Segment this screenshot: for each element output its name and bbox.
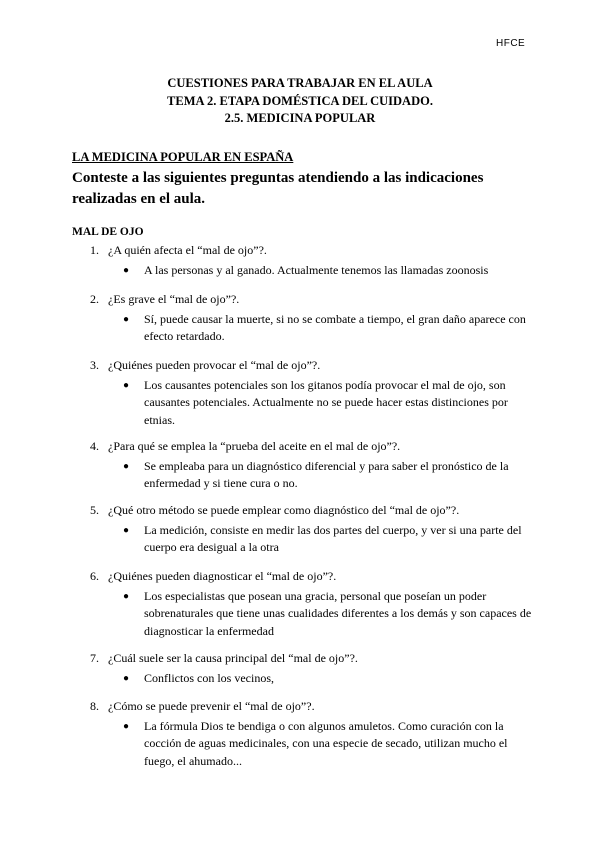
answer-item bbox=[123, 670, 540, 688]
question-item bbox=[90, 502, 540, 557]
question-number: 1. bbox=[90, 243, 99, 257]
question-text: ¿Cómo se puede prevenir el “mal de ojo”?. bbox=[108, 699, 315, 713]
bullet-icon: ● bbox=[123, 720, 130, 732]
question-text: ¿Es grave el “mal de ojo”?. bbox=[108, 292, 240, 306]
answer-item bbox=[123, 588, 540, 641]
answer-text: Sí, puede causar la muerte, si no se combate a tiempo, el gran daño aparece con efecto retardado. bbox=[144, 311, 526, 343]
answer-item bbox=[123, 522, 540, 557]
answer-text: A las personas y al ganado. Actualmente tenemos las llamadas zoonosis bbox=[144, 262, 489, 277]
question-text: ¿Quiénes pueden diagnosticar el “mal de ojo”?. bbox=[108, 569, 337, 583]
question-number: 7. bbox=[90, 651, 99, 665]
title-line-2: TEMA 2. ETAPA DOMÉSTICA DEL CUIDADO. bbox=[167, 93, 433, 108]
question-text: ¿Para qué se emplea la “prueba del aceite en el mal de ojo”?. bbox=[108, 439, 401, 453]
document-code: HFCE bbox=[496, 38, 526, 49]
answer-item bbox=[123, 718, 540, 771]
answer-text: Los causantes potenciales son los gitanos podía provocar el mal de ojo, son causantes potenciales. Actualmente no se puede hacer estas distinciones por etnias. bbox=[144, 377, 508, 427]
answer-item bbox=[123, 377, 540, 430]
title-line-1: CUESTIONES PARA TRABAJAR EN EL AULA bbox=[167, 76, 433, 90]
answer-item bbox=[123, 458, 540, 493]
section-heading: LA MEDICINA POPULAR EN ESPAÑA bbox=[72, 150, 294, 164]
bullet-icon: ● bbox=[123, 672, 130, 684]
answer-text: Los especialistas que posean una gracia, personal que poseían un poder sobrenaturales que tiene unas cualidades diferentes a los demás y son capaces de diagnosticar la enfermedad bbox=[144, 588, 532, 638]
bullet-icon: ● bbox=[123, 590, 130, 602]
answer-item bbox=[123, 311, 540, 346]
question-item bbox=[90, 438, 540, 493]
bullet-icon: ● bbox=[123, 379, 130, 391]
question-number: 6. bbox=[90, 569, 99, 583]
bullet-icon: ● bbox=[123, 264, 130, 276]
instructions: Conteste a las siguientes preguntas atendiendo a las indicaciones realizadas en el aula. bbox=[72, 170, 484, 207]
question-text: ¿Cuál suele ser la causa principal del “mal de ojo”?. bbox=[108, 651, 358, 665]
question-number: 2. bbox=[90, 292, 99, 306]
topic-subheading: MAL DE OJO bbox=[72, 226, 144, 238]
question-number: 5. bbox=[90, 503, 99, 517]
answer-text: La medición, consiste en medir las dos partes del cuerpo, y ver si una parte del cuerpo era desigual a la otra bbox=[144, 522, 522, 554]
question-item bbox=[90, 698, 540, 770]
bullet-icon: ● bbox=[123, 460, 130, 472]
question-text: ¿A quién afecta el “mal de ojo”?. bbox=[108, 243, 267, 257]
question-item bbox=[90, 568, 540, 640]
bullet-icon: ● bbox=[123, 524, 130, 536]
question-item bbox=[90, 242, 540, 279]
question-item bbox=[90, 357, 540, 429]
document-title bbox=[0, 75, 600, 128]
question-number: 3. bbox=[90, 358, 99, 372]
answer-text: Se empleaba para un diagnóstico diferencial y para saber el pronóstico de la enfermedad y si tiene cura o no. bbox=[144, 458, 509, 490]
question-number: 8. bbox=[90, 699, 99, 713]
answer-text: La fórmula Dios te bendiga o con algunos amuletos. Como curación con la cocción de aguas medicinales, con una especie de secado, utilizan mucho el fuego, el ahumado... bbox=[144, 718, 508, 768]
question-item bbox=[90, 650, 540, 687]
answer-text: Conflictos con los vecinos, bbox=[144, 670, 274, 685]
question-text: ¿Quiénes pueden provocar el “mal de ojo”?. bbox=[108, 358, 321, 372]
bullet-icon: ● bbox=[123, 313, 130, 325]
answer-item bbox=[123, 262, 540, 280]
question-number: 4. bbox=[90, 439, 99, 453]
question-text: ¿Qué otro método se puede emplear como diagnóstico del “mal de ojo”?. bbox=[108, 503, 460, 517]
question-item bbox=[90, 291, 540, 346]
title-line-3: 2.5. MEDICINA POPULAR bbox=[224, 111, 376, 125]
